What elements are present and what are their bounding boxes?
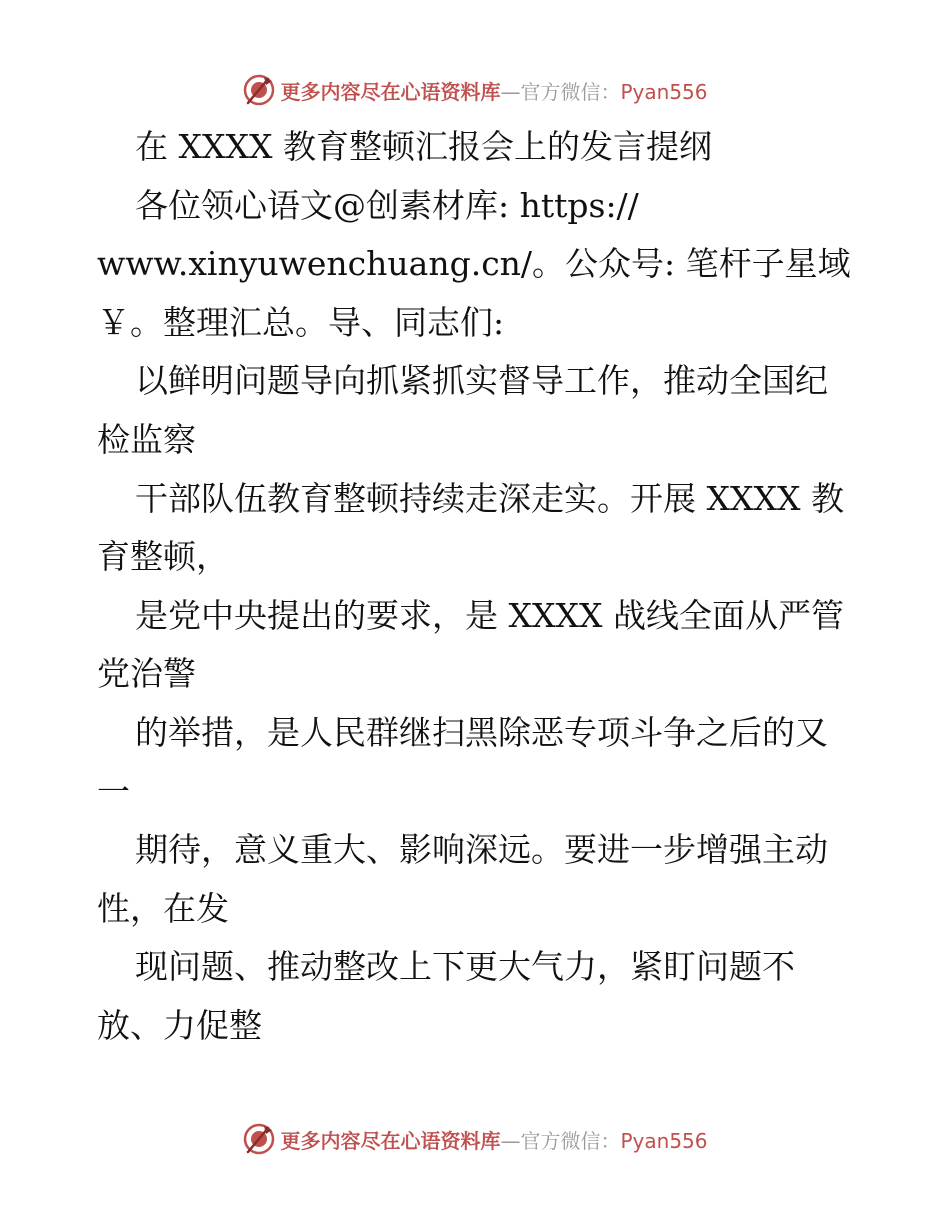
watermark-site-text: 更多内容尽在心语资料库: [280, 1128, 501, 1153]
quill-seal-icon: [242, 73, 276, 107]
watermark-banner-bottom: [0, 1117, 950, 1161]
text-line: 期待，意义重大、影响深远。要进一步增强主动: [135, 830, 828, 870]
watermark-wechat-id: Pyan556: [620, 79, 708, 104]
watermark-site-text: 更多内容尽在心语资料库: [280, 79, 501, 104]
text-line: 干部队伍教育整顿持续走深走实。开展 XXXX 教: [135, 478, 844, 518]
text-line: 各位领心语文@创素材库: https://: [135, 185, 639, 225]
watermark-wechat-label: 官方微信：: [520, 1128, 621, 1153]
text-line: 性，在发: [97, 888, 229, 928]
text-line: 的举措，是人民群继扫黑除恶专项斗争之后的又: [135, 712, 828, 752]
quill-seal-icon: [242, 1122, 276, 1156]
text-line: www.xinyuwenchuang.cn/。公众号: 笔杆子星域: [97, 244, 851, 284]
text-line: ￥。整理汇总。导、同志们:: [97, 302, 505, 342]
text-line: 一: [97, 771, 130, 811]
text-line: 检监察: [97, 419, 196, 459]
document-title: 在 XXXX 教育整顿汇报会上的发言提纲: [135, 127, 712, 166]
text-line: 党治警: [97, 654, 196, 694]
watermark-separator: —: [500, 1128, 521, 1153]
text-line: 以鲜明问题导向抓紧抓实督导工作，推动全国纪: [135, 361, 828, 401]
text-line: 育整顿，: [97, 537, 229, 577]
watermark-wechat-id: Pyan556: [620, 1128, 708, 1153]
watermark-text: [280, 76, 707, 105]
watermark-banner-top: [0, 68, 950, 112]
text-line: 放、力促整: [97, 1005, 262, 1045]
watermark-text: [280, 1125, 707, 1154]
document-body: [97, 118, 857, 1056]
watermark-separator: —: [500, 79, 521, 104]
watermark-wechat-label: 官方微信：: [520, 79, 621, 104]
text-line: 现问题、推动整改上下更大气力，紧盯问题不: [135, 947, 795, 987]
text-line: 是党中央提出的要求，是 XXXX 战线全面从严管: [135, 595, 844, 635]
